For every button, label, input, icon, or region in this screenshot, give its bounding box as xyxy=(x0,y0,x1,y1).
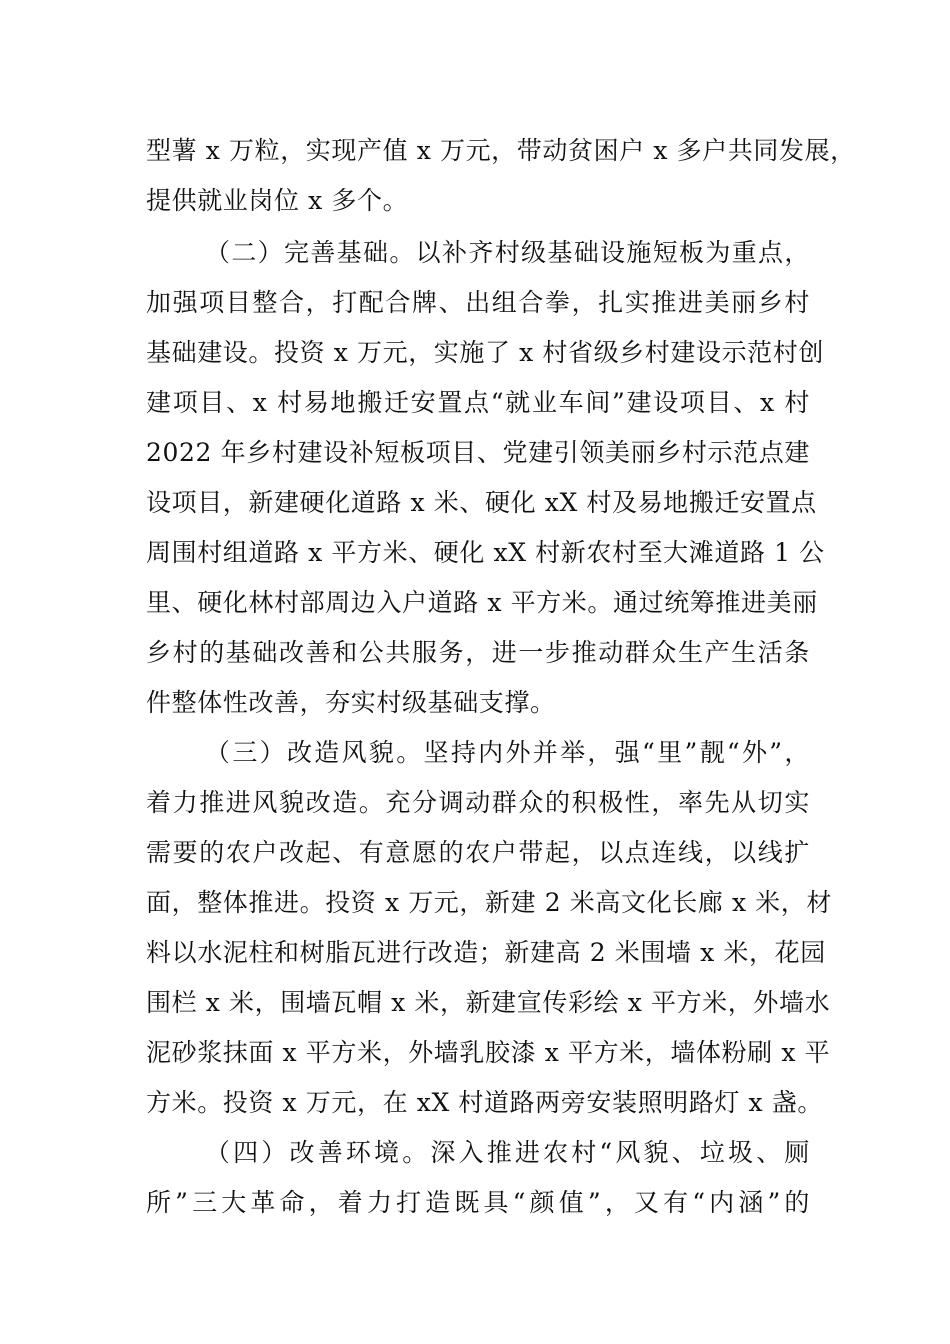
text-line: 面，整体推进。投资 x 万元，新建 2 米高文化长廊 x 米，材 xyxy=(146,888,832,917)
section-heading-line: （四）改善环境。深入推进农村“风貌、垃圾、厕 xyxy=(205,1138,810,1167)
text-line: 着力推进风貌改造。充分调动群众的积极性，率先从切实 xyxy=(146,788,810,817)
text-line: 乡村的基础改善和公共服务，进一步推动群众生产生活条 xyxy=(146,638,810,667)
text-line: 2022 年乡村建设补短板项目、党建引领美丽乡村示范点建 xyxy=(146,438,810,467)
text-line: 周围村组道路 x 平方米、硬化 xX 村新农村至大滩道路 1 公 xyxy=(146,538,825,567)
text-line: 建项目、x 村易地搬迁安置点“就业车间”建设项目、x 村 xyxy=(146,388,810,417)
text-line: 需要的农户改起、有意愿的农户带起，以点连线，以线扩 xyxy=(146,838,810,867)
text-line: 泥砂浆抹面 x 平方米，外墙乳胶漆 x 平方米，墙体粉刷 x 平 xyxy=(146,1038,831,1067)
text-line: 件整体性改善，夯实村级基础支撑。 xyxy=(146,688,556,717)
text-line: 所”三大革命，着力打造既具“颜值”，又有“内涵”的 xyxy=(146,1188,810,1217)
text-line: 里、硬化林村部周边入户道路 x 平方米。通过统筹推进美丽 xyxy=(146,588,818,617)
text-line: 围栏 x 米，围墙瓦帽 x 米，新建宣传彩绘 x 平方米，外墙水 xyxy=(146,988,831,1017)
text-line: 提供就业岗位 x 多个。 xyxy=(146,186,409,215)
section-heading-line: （二）完善基础。以补齐村级基础设施短板为重点， xyxy=(205,238,810,267)
text-line: 型薯 x 万粒，实现产值 x 万元，带动贫困户 x 多户共同发展， xyxy=(146,136,856,165)
text-line: 加强项目整合，打配合牌、出组合拳，扎实推进美丽乡村 xyxy=(146,288,810,317)
text-line: 设项目，新建硬化道路 x 米、硬化 xX 村及易地搬迁安置点 xyxy=(146,488,817,517)
text-line: 基础建设。投资 x 万元，实施了 x 村省级乡村建设示范村创 xyxy=(146,338,824,367)
text-line: 料以水泥柱和树脂瓦进行改造；新建高 2 米围墙 x 米，花园 xyxy=(146,938,826,967)
section-heading-line: （三）改造风貌。坚持内外并举，强“里”靓“外”， xyxy=(205,738,810,767)
text-line: 方米。投资 x 万元，在 xX 村道路两旁安装照明路灯 x 盏。 xyxy=(146,1088,823,1117)
